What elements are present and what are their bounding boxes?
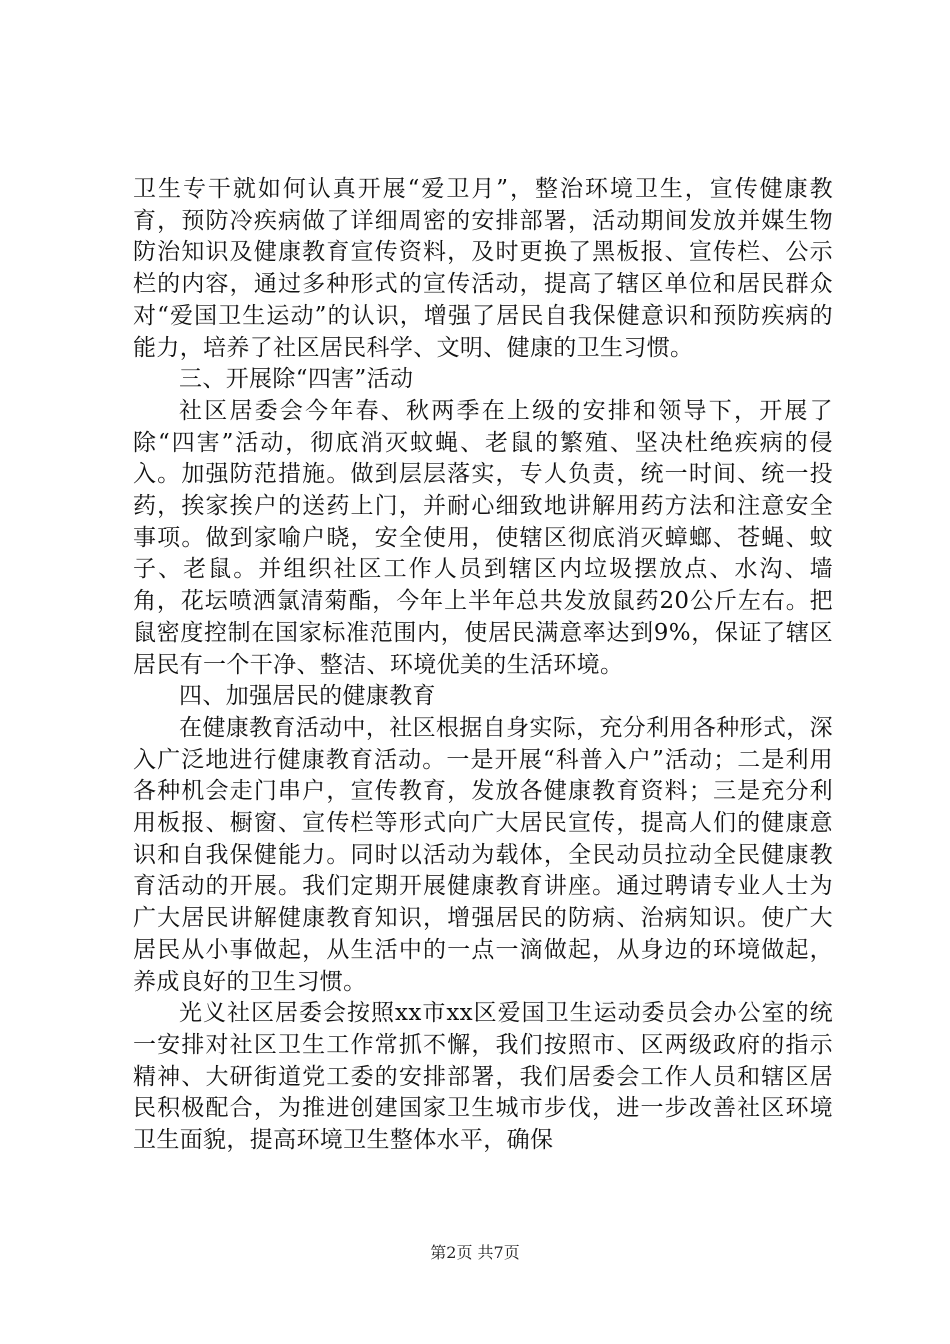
paragraph-health-education: 在健康教育活动中，社区根据自身实际，充分利用各种形式，深入广泛地进行健康教育活动。一是开展“科普入户”活动；二是利用各种机会走门串户，宣传教育，发放各健康教育资料；三是充分利用板报、橱窗、宣传栏等形式向广大居民宣传，提高人们的健康意识和自我保健能力。同时以活动为载体，全民动员拉动全民健康教育活动的开展。我们定期开展健康教育讲座。通过聘请专业人士为广大居民讲解健康教育知识，增强居民的防病、治病知识。使广大居民从小事做起，从生活中的一点一滴做起，从身边的环境做起，养成良好的卫生习惯。	[133, 714, 833, 995]
section-heading-four: 四、加强居民的健康教育	[179, 683, 436, 710]
page-number-footer: 第2页 共7页	[430, 1243, 520, 1262]
paragraph-four-pests: 社区居委会今年春、秋两季在上级的安排和领导下，开展了除“四害”活动，彻底消灭蚊蝇、老鼠的繁殖、坚决杜绝疾病的侵入。加强防范措施。做到层层落实，专人负责，统一时间、统一投药，挨家挨户的送药上门，并耐心细致地讲解用药方法和注意安全事项。做到家喻户晓，安全使用，使辖区彻底消灭蟑螂、苍蝇、蚊子、老鼠。并组织社区工作人员到辖区内垃圾摆放点、水沟、墙角，花坛喷洒氯清菊酯，今年上半年总共发放鼠药20公斤左右。把鼠密度控制在国家标准范围内，使居民满意率达到9%，保证了辖区居民有一个干净、整洁、环境优美的生活环境。	[133, 397, 833, 678]
document-body	[133, 174, 833, 1157]
section-heading-three: 三、开展除“四害”活动	[179, 366, 414, 393]
paragraph-hygiene-month: 卫生专干就如何认真开展“爱卫月”，整治环境卫生，宣传健康教育，预防冷疾病做了详细周密的安排部署，活动期间发放并媒生物防治知识及健康教育宣传资料，及时更换了黑板报、宣传栏、公示栏的内容，通过多种形式的宣传活动，提高了辖区单位和居民群众对“爱国卫生运动”的认识，增强了居民自我保健意识和预防疾病的能力，培养了社区居民科学、文明、健康的卫生习惯。	[133, 176, 833, 361]
paragraph-community-summary: 光义社区居委会按照xx市xx区爱国卫生运动委员会办公室的统一安排对社区卫生工作常抓不懈，我们按照市、区两级政府的指示精神、大研街道党工委的安排部署，我们居委会工作人员和辖区居民积极配合，为推进创建国家卫生城市步伐，进一步改善社区环境卫生面貌，提高环境卫生整体水平，确保	[133, 1000, 833, 1154]
